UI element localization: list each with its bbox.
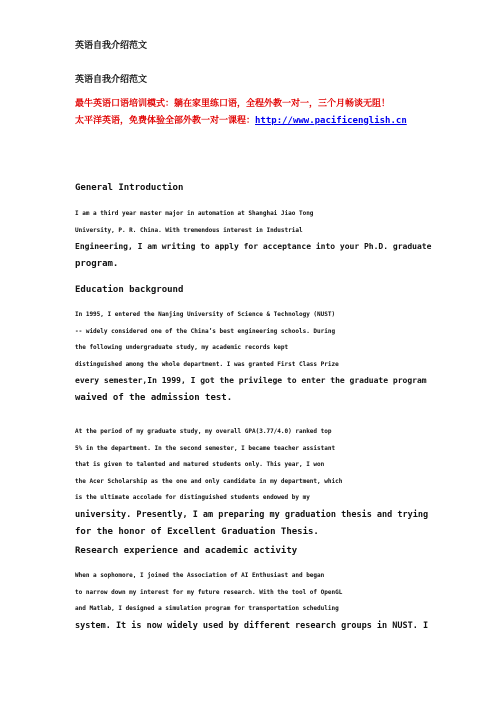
paragraph-line: -- widely considered one of the China’s best engineering schools. During: [75, 327, 336, 335]
paragraph-line: program.: [75, 258, 119, 269]
paragraph-line: I am a third year master major in automation at Shanghai Jiao Tong: [75, 210, 314, 217]
document-title: 英语自我介绍范文: [75, 75, 148, 85]
education-paragraph-1: [75, 307, 427, 407]
section-heading-research: Research experience and academic activity: [75, 546, 298, 556]
section-heading-general: General Introduction: [75, 183, 184, 193]
education-paragraph-2: [75, 424, 428, 540]
paragraph-line: university. Presently, I am preparing my graduation thesis and trying: [75, 509, 429, 520]
paragraph-line: 5% in the department. In the second semester, I became teacher assistant: [75, 444, 336, 452]
paragraph-line: is the ultimate accolade for distinguished students endowed by my: [75, 494, 310, 502]
paragraph-line: When a sophomore, I joined the Association of AI Enthusiast and began: [75, 572, 325, 579]
paragraph-line: to narrow down my interest for my future research. With the tool of OpenGL: [75, 588, 343, 596]
ad-line-1: 最牛英语口语培训模式：躺在家里练口语，全程外教一对一，三个月畅谈无阻！: [75, 99, 391, 109]
paragraph-line: Engineering, I am writing to apply for acceptance into your Ph.D. graduate: [75, 242, 432, 252]
paragraph-line: In 1995, I entered the Nanjing University of Science & Technology (NUST): [75, 311, 336, 318]
ad-line-2-text: 太平洋英语，免费体验全部外教一对一课程：: [75, 115, 256, 126]
paragraph-line: every semester,In 1999, I got the privilege to enter the graduate program: [75, 376, 427, 386]
ad-line-2: [75, 113, 435, 130]
paragraph-line: At the period of my graduate study, my overall GPA(3.77/4.0) ranked top: [75, 428, 332, 435]
paragraph-line: the following undergraduate study, my academic records kept: [75, 344, 289, 352]
paragraph-line: and Matlab, I designed a simulation program for transportation scheduling: [75, 605, 339, 613]
paragraph-line: the Acer Scholarship as the one and only candidate in my department, which: [75, 477, 343, 485]
paragraph-line: distinguished among the whole department. I was granted First Class Prize: [75, 360, 339, 368]
paragraph-line: waived of the admission test.: [75, 392, 233, 403]
paragraph-line: for the honor of Excellent Graduation Thesis.: [75, 526, 319, 537]
paragraph-line: University, P. R. China. With tremendous interest in Industrial: [75, 226, 303, 234]
general-paragraph: [75, 206, 431, 272]
page-header-title: 英语自我介绍范文: [75, 41, 148, 51]
pacificenglish-link[interactable]: http://www.pacificenglish.cn: [255, 115, 407, 126]
section-heading-education: Education background: [75, 285, 184, 295]
paragraph-line: system. It is now widely used by different research groups in NUST. I: [75, 620, 429, 631]
ad-banner: [75, 96, 435, 129]
paragraph-line: that is given to talented and matured students only. This year, I won: [75, 461, 325, 469]
research-paragraph: [75, 568, 428, 634]
